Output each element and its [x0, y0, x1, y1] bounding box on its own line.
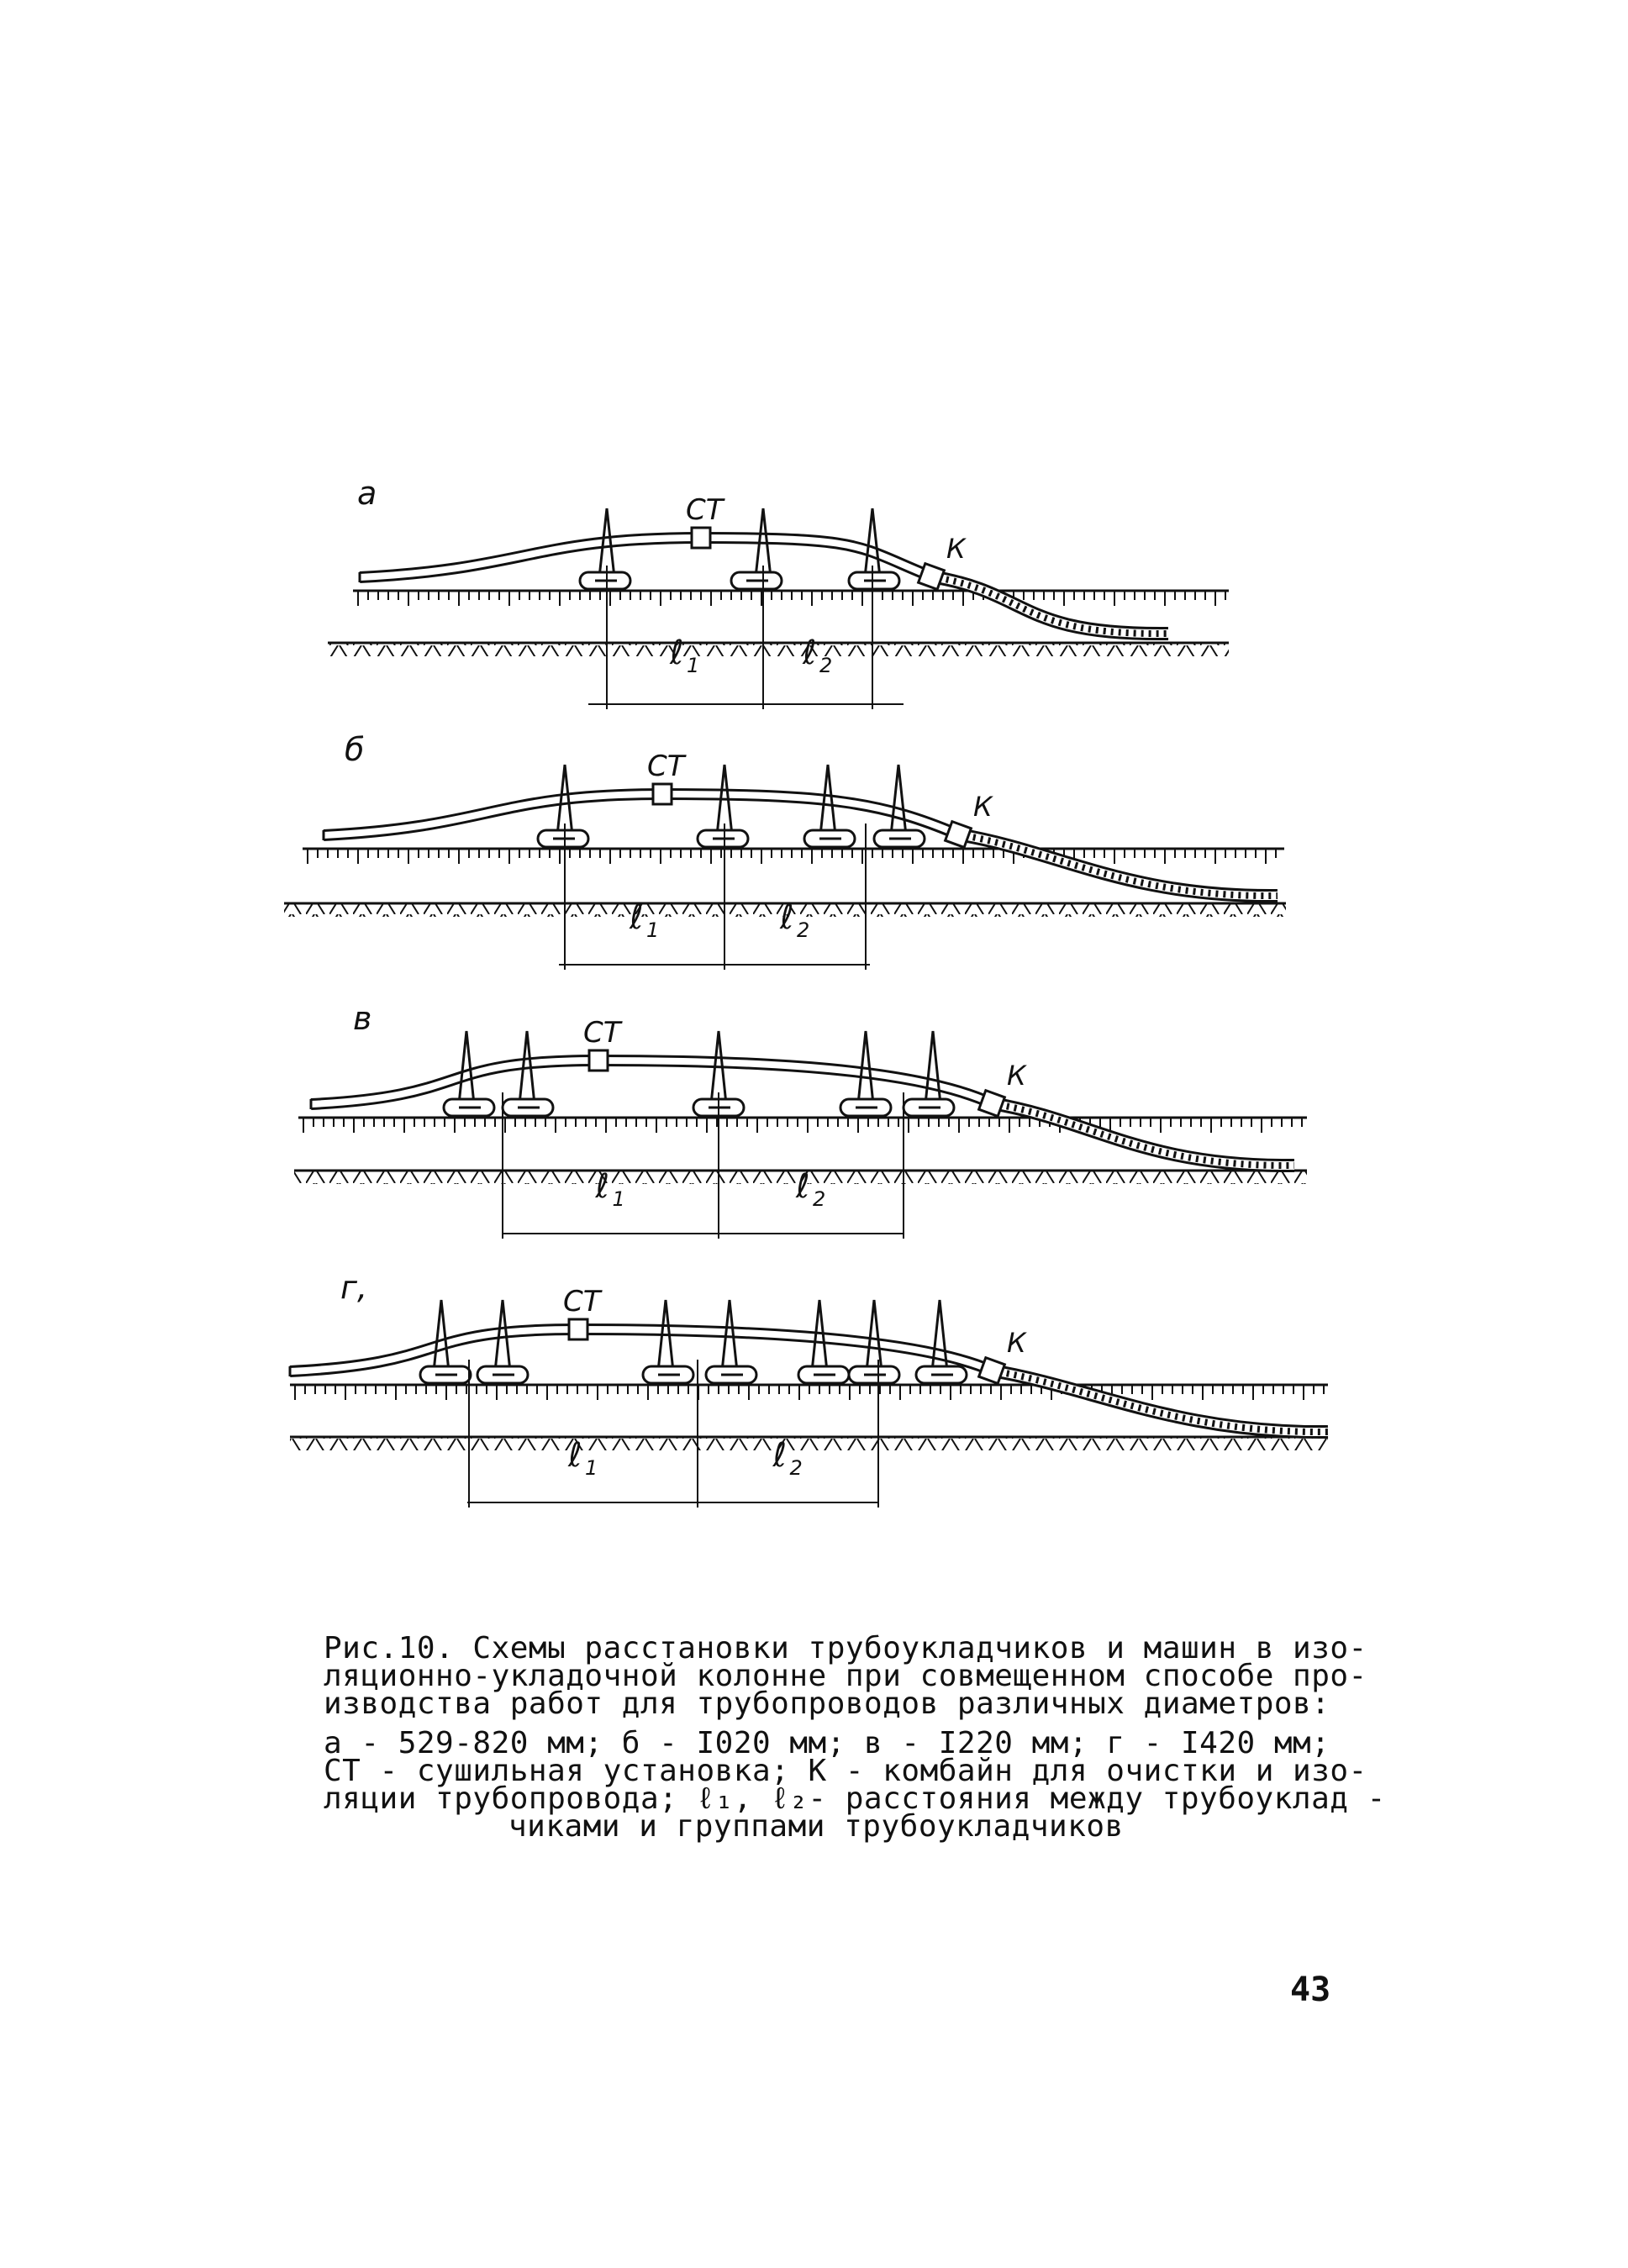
dimension-l1-subscript: 1 — [646, 918, 660, 942]
pipelayer-tractor — [804, 830, 855, 847]
dimension-l2-subscript: 2 — [813, 1187, 826, 1211]
combine-label: К — [1007, 1327, 1026, 1359]
figure-caption — [324, 1631, 1386, 1844]
pipeline-body — [311, 1060, 992, 1104]
insulated-pipe-body — [992, 1371, 1328, 1432]
caption-line-1: Рис.10. Схемы расстановки трубоукладчиков и машин в изо- — [324, 1631, 1367, 1665]
caption-line-5: СТ - сушильная установка; К - комбайн для очистки и изо- — [324, 1754, 1367, 1788]
drying-unit-label: СТ — [647, 750, 685, 783]
pipelayer-tractor — [849, 1366, 899, 1383]
pipelayer-tractor — [538, 830, 588, 847]
pipelayer-tractor — [916, 1366, 967, 1383]
pipelayer-crane — [867, 1300, 882, 1371]
dimension-l2-label: ℓ — [780, 898, 794, 937]
pipelayer-tractor — [904, 1099, 954, 1116]
crane-boom — [867, 1300, 882, 1371]
pipeline-outline — [311, 1060, 992, 1104]
drying-unit-box — [589, 1050, 608, 1071]
insulated-pipe-hatch — [992, 1103, 1294, 1166]
scheme-panel-4 — [290, 1269, 1328, 1508]
panel-letter: б — [345, 731, 365, 768]
panel-letter: а — [357, 475, 377, 512]
combine-label: К — [946, 533, 966, 565]
panel-letter: г, — [340, 1269, 368, 1306]
drying-unit-box — [653, 784, 672, 804]
dimension-l1-label: ℓ — [670, 634, 684, 672]
scheme-panel-3 — [294, 1000, 1307, 1239]
insulated-pipe-body — [958, 834, 1278, 896]
drying-unit-label: СТ — [686, 493, 724, 527]
dimension-l1-subscript: 1 — [687, 654, 700, 677]
dimension-l2-subscript: 2 — [789, 1456, 803, 1480]
pipelayer-tractor — [798, 1366, 849, 1383]
dimension-l2-label: ℓ — [803, 634, 817, 672]
ruler-ticks — [358, 591, 1225, 606]
pipelayer-tractor — [731, 572, 782, 589]
dimension-l1-label: ℓ — [630, 898, 644, 937]
pipelayer-tractor — [698, 830, 748, 847]
pipelayer-crane — [459, 1031, 474, 1104]
dimension-l2-label: ℓ — [772, 1436, 788, 1475]
dimension-l2-subscript: 2 — [797, 918, 810, 942]
ruler-ticks — [303, 1118, 1302, 1133]
dimension-l2-subscript: 2 — [819, 654, 833, 677]
pipelayer-crane — [932, 1300, 947, 1371]
pipelayer-tractor — [444, 1099, 494, 1116]
pipelayer-tractor — [420, 1366, 471, 1383]
pipelayer-crane — [434, 1300, 449, 1371]
crane-boom — [891, 765, 906, 835]
page-number: 43 — [1290, 1971, 1331, 2009]
pipelayer-tractor — [580, 572, 630, 589]
pipelayer-tractor — [643, 1366, 693, 1383]
dimension-l1-label: ℓ — [568, 1436, 582, 1475]
pipelayer-tractor — [477, 1366, 528, 1383]
pipelayer-tractor — [706, 1366, 756, 1383]
pipelayer-tractor — [503, 1099, 553, 1116]
pipelayer-crane — [891, 765, 906, 835]
caption-line-7: чиками и группами трубоукладчиков — [508, 1809, 1124, 1844]
scheme-panel-1 — [328, 475, 1229, 709]
ground-hatch — [290, 1438, 1328, 1450]
scheme-panel-2 — [284, 731, 1286, 970]
drying-unit-box — [692, 528, 710, 548]
pipelayer-tractor — [874, 830, 925, 847]
crane-boom — [434, 1300, 449, 1371]
ruler-ticks — [295, 1385, 1324, 1400]
crane-boom — [932, 1300, 947, 1371]
caption-line-3: изводства работ для трубопроводов различных диаметров: — [324, 1687, 1330, 1721]
drying-unit-box — [569, 1319, 587, 1339]
drying-unit-label: СТ — [583, 1016, 621, 1050]
crane-boom — [459, 1031, 474, 1104]
dimension-l1-label: ℓ — [595, 1167, 610, 1206]
dimension-l1-subscript: 1 — [612, 1187, 625, 1211]
pipelayer-tractor — [840, 1099, 891, 1116]
combine-label: К — [1007, 1060, 1026, 1092]
caption-line-2: ляционно-укладочной колонне при совмещенном способе про- — [324, 1659, 1367, 1693]
combine-label: К — [973, 791, 993, 823]
crane-boom — [925, 1031, 940, 1104]
panel-letter: в — [353, 1000, 372, 1037]
dimension-l1-subscript: 1 — [585, 1456, 598, 1480]
drying-unit-label: СТ — [563, 1285, 601, 1318]
ground-hatch — [328, 644, 1229, 656]
dimension-l2-label: ℓ — [796, 1167, 810, 1206]
ruler-ticks — [308, 849, 1276, 864]
pipelayer-tractor — [849, 572, 899, 589]
caption-line-6: ляции трубопровода; ℓ₁, ℓ₂- расстояния между трубоуклад - — [324, 1781, 1386, 1816]
caption-line-4: а - 529-820 мм; б - I020 мм; в - I220 мм; г - I420 мм; — [324, 1726, 1330, 1760]
pipelayer-crane — [925, 1031, 940, 1104]
